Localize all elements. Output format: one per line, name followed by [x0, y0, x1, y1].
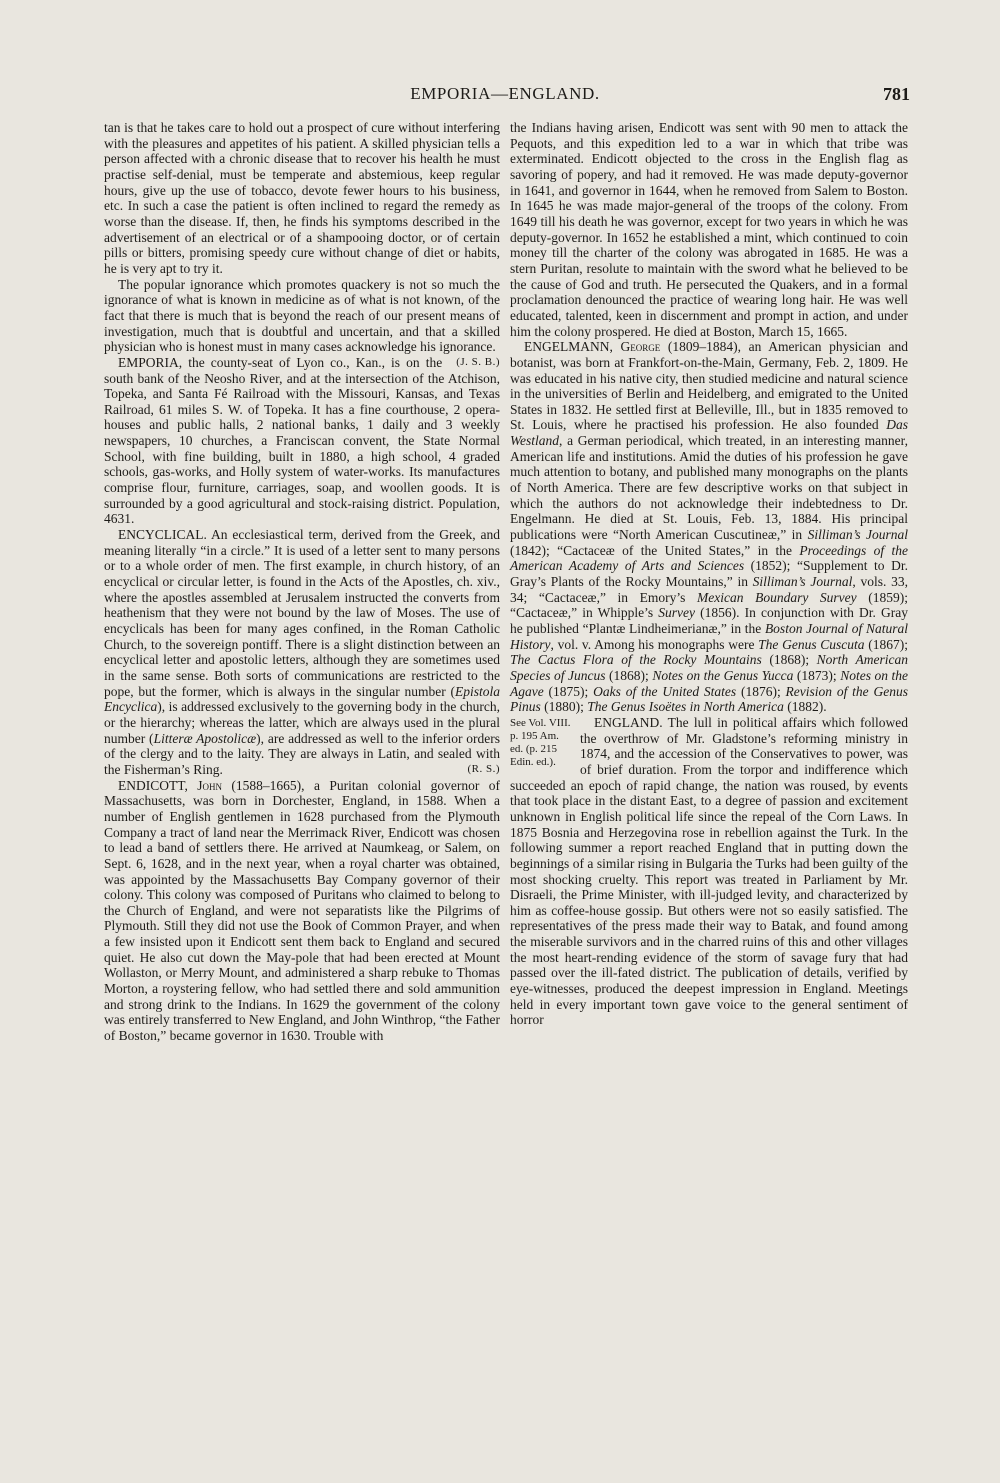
- entry-heading: ENDICOTT,: [118, 777, 198, 793]
- italic-title: Notes on the Agave: [510, 667, 908, 699]
- entry-body: (1873);: [793, 667, 841, 683]
- italic-title: Proceedings of the American Academy of Arts and Sciences: [510, 542, 908, 574]
- right-column: [510, 120, 908, 1028]
- italic-title: The Cactus Flora of the Rocky Mountains: [510, 652, 762, 668]
- italic-title: Revision of the Genus Pinus: [510, 683, 908, 715]
- entry-body: ), are addressed as well to the inferior orders of the clergy and to the laity. They are always in Latin, and sealed with the Fisherman’s Ring.: [104, 730, 501, 777]
- entry-body: , a German periodical, which treated, in an interesting manner, American life and institutions. Amid the duties of his profession he gave much attention to botany, and published many monographs on the plants of North America. There are few descriptive works on that subject in which the authors do not acknowledge their indebtedness to Dr. Engelmann. He died at St. Louis, Feb. 13, 1884. His principal publications were “North American Cuscutineæ,” in: [510, 433, 908, 543]
- entry-body: , vol. v. Among his monographs were: [550, 636, 759, 652]
- entry-body: (1875);: [543, 683, 594, 699]
- italic-title: North American Species of Juncus: [510, 652, 909, 683]
- cross-reference-sidenote: See Vol. VIII. p. 195 Am. ed. (p. 215 Edin. ed.).: [510, 716, 571, 768]
- italic-title: Das Westland: [510, 417, 908, 449]
- running-head-title: EMPORIA—ENGLAND.: [410, 84, 600, 103]
- entry-body: An ecclesiastical term, derived from the Greek, and meaning literally “in a circle.” It is used of a letter sent to many persons or to a whole order of men. The first example, in church history, of an encyclical or circular letter, is found in the Acts of the Apostles, ch. xiv., where the apostles assembled at Jerusalem instructed the converts from heathenism that they were not bound by the law of Moses. The use of encyclicals has been for many ages confined, in the Roman Catholic Church, to the sovereign pontiff. There is a slight distinction between an encyclical letter and apostolic letters, although they are sometimes used in the same sense. Both sorts of communications are restricted to the pope, but the former, which is always in the singular number (: [104, 527, 500, 699]
- entry-body: (1809–1884), an American physician and botanist, was born at Frankfort-on-the-Main, Germany, Feb. 2, 1809. He was educated in his native city, then studied medicine and natural science in the universities of Berlin and Heidelberg, and emigrated to the United States in 1832. He settled first at Belleville, Ill., but in 1835 removed to St. Louis, where he practised his profession. He also founded: [510, 339, 908, 433]
- quackery-text: The popular ignorance which promotes quackery is not so much the ignorance of what is known in medicine as of what is not known, of the fact that there is much that is beyond the reach of our present means of investigation, much that is doubtful and uncertain, and that a skilled physician who is honest must in many cases acknowledge his ignorance.: [104, 276, 500, 355]
- entry-body: The lull in political affairs which followed the overthrow of Mr. Gladstone’s reforming ministry in 1874, and the accession of the Conservatives to power, was of brief duration. From the torpor and indifference which succeeded an epoch of rapid change, the nation was roused, by events that took place in the distant East, to a degree of passion and excitement unknown in English political life since the repeal of the Corn Laws. In 1875 Bosnia and Herzegovina rose in rebellion against the Turk. In the following summer a report reached England that in putting down the beginnings of a similar rising in Bulgaria the Turks had been guilty of the most shocking cruelty. This report was treated in Parliament by Mr. Disraeli, the Prime Minister, with ill-judged levity, and characterized by him as coffee-house gossip. But others were not so easily satisfied. The representatives of the press made their way to Batak, and found among the miserable survivors and in the charred ruins of this and other villages the most heart-rending evidence of the storm of savage fury that had passed over the ill-fated district. The publication of details, verified by eye-witnesses, produced the deepest impression in England. Meetings held in every important town gave voice to the general sentiment of horror: [510, 714, 908, 1028]
- italic-title: Silliman’s Journal: [752, 574, 853, 590]
- page-number: 781: [883, 84, 910, 104]
- entry-body: , the county-seat of Lyon co., Kan., is on the south bank of the Neosho River, and at the intersection of the Atchison, Topeka, and Santa Fé Railroad with the Missouri, Kansas, and Texas Railroad, 61 miles S. W. of Topeka. It has a fine courthouse, 2 opera-houses and public halls, 2 national banks, 1 daily and 3 weekly newspapers, 10 churches, a Franciscan convent, the State Normal School, with fine building, built in 1880, a high school, 4 graded schools, gas-works, and Holly system of water-works. Its manufactures comprise flour, furniture, carriages, soap, and woollen goods. It is surrounded by a good agricultural and stock-raising district. Population, 4631.: [104, 354, 500, 527]
- entry-first-name: John: [197, 777, 223, 793]
- left-column: [104, 120, 500, 1044]
- entry-endicott: [104, 778, 500, 1044]
- italic-term: Litteræ Apostolicæ: [153, 730, 257, 746]
- entry-encyclical: [104, 527, 500, 778]
- entry-heading: ENCYCLICAL.: [118, 527, 207, 543]
- entry-body: (1859); “Cactaceæ,” in Whipple’s: [510, 589, 909, 621]
- entry-body: (1867);: [864, 636, 908, 652]
- entry-endicott-continued: the Indians having arisen, Endicott was sent with 90 men to attack the Pequots, and this expedition led to a war in which that tribe was exterminated. Endicott objected to the cross in the English flag as savoring of popery, and had it removed. He was made deputy-governor in 1641, and governor in 1644, when he removed from Salem to Boston. In 1645 he was made major-general of the troops of the colony. From 1649 till his death he was governor, except for two years in which he was deputy-governor. In 1652 he established a mint, which continued to coin money till the charter of the colony was abrogated in 1685. He was a stern Puritan, resolute to maintain with the sword what he believed to be the cause of God and truth. He persecuted the Quakers, and in a formal proclamation denounced the practice of wearing long hair. He was well educated, talented, keen in discernment and prompt in action, and under him the colony prospered. He died at Boston, March 15, 1665.: [510, 120, 908, 339]
- entry-body: ), is addressed exclusively to the governing body in the church, or the hierarchy; whereas the latter, which are always used in the plural number (: [104, 699, 500, 746]
- italic-title: Silliman’s Journal: [807, 527, 908, 543]
- running-head: [100, 84, 910, 108]
- entry-body: (1852); “Supplement to Dr. Gray’s Plants of the Rocky Mountains,” in: [510, 558, 908, 590]
- entry-body: (1868);: [605, 667, 653, 683]
- italic-title: The Genus Isoëtes in North America: [587, 699, 784, 715]
- quackery-paragraph-continued: tan is that he takes care to hold out a prospect of cure without interfering with the pleasures and appetites of his patient. A skilled physician tells a person affected with a chronic disease that to recover his health he must practise self-denial, must be temperate and abstemious, keep regular hours, give up the use of tobacco, devote fewer hours to his business, etc. In such a case the patient is often inclined to regard the remedy as worse than the disease. If, then, he finds his symptoms described in the advertisement of an electrical or of a shampooing doctor, or of certain pills or bitters, promising speedy cure without change of diet or habits, he is very apt to try it.: [104, 120, 500, 276]
- italic-title: Notes on the Genus Yucca: [652, 667, 794, 683]
- entry-heading: ENGELMANN,: [524, 339, 621, 355]
- entry-body: (1856). In conjunction with Dr. Gray he published “Plantæ Lindheimerianæ,” in the: [510, 605, 908, 636]
- entry-body: , vols. 33, 34; “Cactaceæ,” in Emory’s: [510, 574, 908, 605]
- entry-heading: ENGLAND.: [594, 714, 663, 730]
- author-signature: (J. S. B.): [456, 355, 500, 368]
- italic-title: Boston Journal of Natural History: [510, 621, 908, 652]
- italic-term: Epistola Encyclica: [104, 683, 500, 715]
- author-signature: (R. S.): [467, 762, 500, 775]
- entry-body: (1588–1665), a Puritan colonial governor of Massachusetts, was born in Dorchester, England, in 1588. When a number of English gentlemen in 1628 purchased from the Plymouth Company a tract of land near the Merrimack River, Endicott was chosen to lead a band of settlers there. He arrived at Naumkeag, or Salem, on Sept. 6, 1628, and in the next year, when a royal charter was obtained, was appointed by the Massachusetts Bay Company governor of their colony. This colony was composed of Puritans who claimed to belong to the Church of England, and were not separatists like the Pilgrims of Plymouth. Still they did not use the Book of Common Prayer, and when a few insisted upon it Endicott sent them back to England and secured quiet. He also cut down the May-pole that had been erected at Mount Wollaston, or Merry Mount, and administered a sharp rebuke to Thomas Morton, a roystering fellow, who had settled there and sold ammunition and strong drink to the Indians. In 1629 the government of the colony was entirely transferred to New England, and John Winthrop, “the Father of Boston,” became governor in 1630. Trouble with: [104, 777, 500, 1044]
- entry-emporia: [104, 355, 500, 527]
- italic-title: Oaks of the United States: [593, 683, 737, 699]
- entry-body: (1882).: [783, 699, 827, 715]
- entry-body: (1876);: [736, 683, 786, 699]
- entry-engelmann: [510, 339, 908, 715]
- italic-title: Mexican Boundary Survey: [697, 589, 857, 605]
- entry-body: (1842); “Cactaceæ of the United States,” in the: [510, 542, 800, 558]
- entry-england: [510, 715, 908, 1028]
- entry-heading: EMPORIA: [118, 354, 179, 370]
- italic-title: Survey: [658, 605, 695, 621]
- entry-body: (1868);: [761, 652, 817, 668]
- entry-first-name: George: [620, 339, 661, 355]
- italic-title: The Genus Cuscuta: [758, 636, 865, 652]
- entry-body: (1880);: [540, 699, 588, 715]
